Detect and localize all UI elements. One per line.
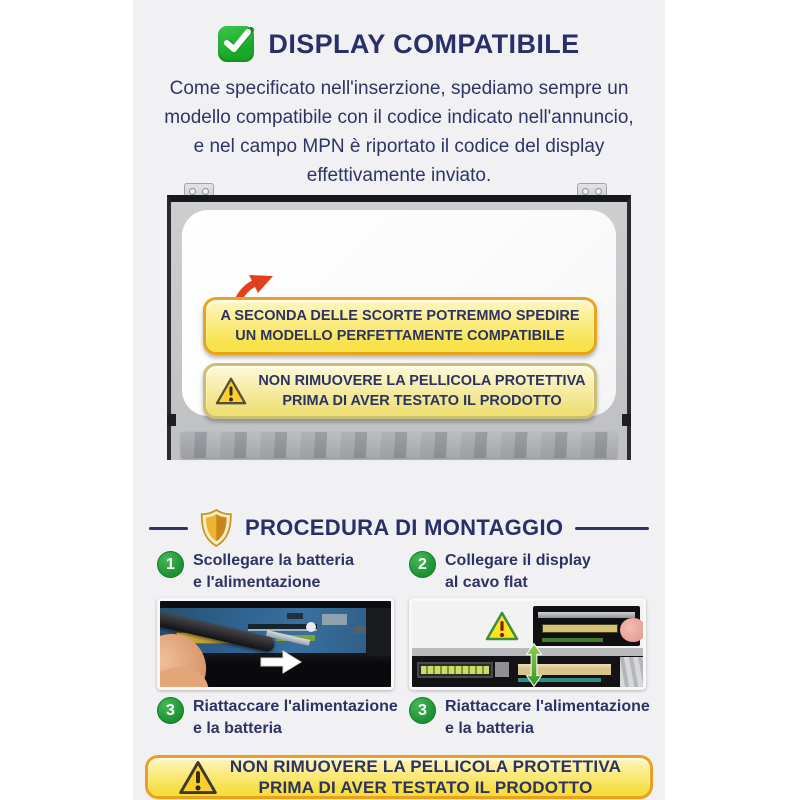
chip [287, 613, 303, 620]
chip [322, 614, 347, 624]
step-text-line: Collegare il display [445, 552, 591, 569]
foil-tape [181, 432, 617, 458]
intro-line: effettivamente inviato. [306, 165, 492, 186]
shield-icon [200, 506, 233, 550]
intro-line: Come specificato nell'inserzione, spediamo sempre un [169, 78, 629, 99]
screw-hole [189, 188, 196, 195]
step-text-line: e la batteria [445, 720, 534, 737]
stock-notice [203, 297, 597, 355]
step-number-badge: 1 [157, 551, 184, 578]
step-text-line: al cavo flat [445, 574, 528, 591]
lvds-connector [417, 662, 493, 678]
fingertip [620, 618, 646, 642]
intro-line: e nel campo MPN è riportato il codice del display [193, 136, 605, 157]
screw-hole [202, 188, 209, 195]
check-icon [218, 26, 254, 62]
content-column [133, 0, 665, 800]
footer-warning [145, 755, 653, 799]
step-text-line: Scollegare la batteria [193, 552, 354, 569]
step-number-badge: 2 [409, 551, 436, 578]
divider-line [575, 527, 649, 530]
divider-line [149, 527, 188, 530]
step-1 [157, 550, 354, 594]
flat-cable [542, 624, 619, 633]
green-double-arrow-icon [523, 642, 545, 688]
panel-edge [622, 414, 631, 426]
step-3-left [157, 696, 398, 740]
footer-warning-line: NON RIMUOVERE LA PELLICOLA PROTETTIVA [229, 757, 622, 776]
intro-paragraph [133, 74, 665, 190]
stock-notice-line: A SECONDA DELLE SCORTE POTREMMO SPEDIRE [220, 308, 580, 324]
connector-clip [495, 662, 509, 677]
film-notice [203, 363, 597, 419]
step-text-line: Riattaccare l'alimentazione [193, 698, 398, 715]
procedure-header [149, 506, 649, 550]
connector-inset-photo [533, 606, 639, 646]
warning-icon [177, 759, 219, 796]
screw-hole [595, 188, 602, 195]
intro-line: modello compatibile con il codice indicato nell'annuncio, [164, 107, 634, 128]
header [133, 26, 665, 62]
step-number-badge: 3 [157, 697, 184, 724]
stock-notice-line: UN MODELLO PERFETTAMENTE COMPATIBILE [235, 328, 565, 344]
photo-disconnect-battery [157, 598, 394, 690]
panel-edge [167, 414, 176, 426]
footer-warning-line: PRIMA DI AVER TESTATO IL PRODOTTO [258, 778, 593, 797]
page-title: DISPLAY COMPATIBILE [268, 28, 580, 59]
foil-tape [620, 657, 643, 687]
step-number-badge: 3 [409, 697, 436, 724]
lcd-panel-image [167, 183, 631, 476]
step-2 [409, 550, 591, 594]
film-notice-line: PRIMA DI AVER TESTATO IL PRODOTTO [282, 393, 562, 409]
photo-connect-flat-cable [409, 598, 646, 690]
step-text-line: e l'alimentazione [193, 574, 321, 591]
step-3-right [409, 696, 650, 740]
sticker [306, 622, 316, 632]
step-text-line: e la batteria [193, 720, 282, 737]
connector-bar [538, 612, 636, 618]
pcb-edge [542, 638, 604, 642]
chassis-pocket [366, 608, 391, 656]
screw-hole [582, 188, 589, 195]
warning-icon [484, 610, 520, 642]
white-arrow-icon [259, 649, 303, 675]
step-text-line: Riattaccare l'alimentazione [445, 698, 650, 715]
film-notice-line: NON RIMUOVERE LA PELLICOLA PROTETTIVA [258, 373, 586, 389]
procedure-title: PROCEDURA DI MONTAGGIO [245, 515, 564, 540]
warning-icon [214, 376, 248, 406]
